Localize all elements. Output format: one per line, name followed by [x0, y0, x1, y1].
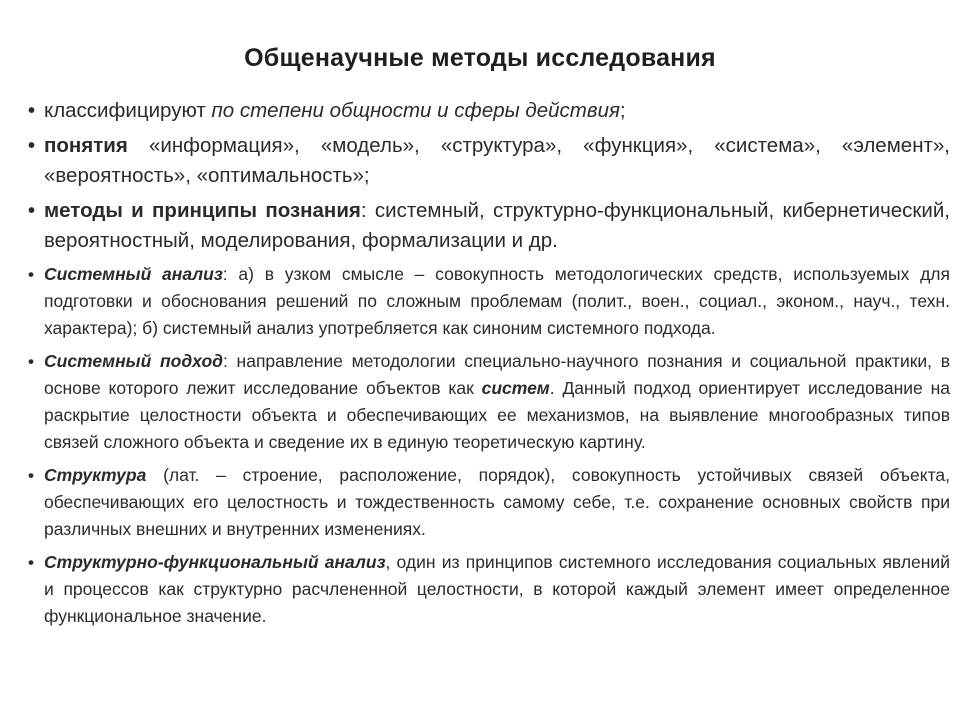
item-term: понятия [44, 134, 128, 157]
item-text: , один из принципов системного исследования социальных явлений и процессов как структурно расчлененной целостности, в которой каждый элемент имеет определенное функциональное значение. [44, 552, 950, 626]
bullet-icon: • [28, 265, 34, 284]
item-text: : а) в узком смысле – совокупность методологических средств, используемых для подготовки и обоснования решений по сложным проблемам (полит., воен., социал., эконом., науч., техн. характера); б) системный анализ употребляется как синоним системного подхода. [44, 264, 950, 338]
item-term: Структурно-функциональный анализ [44, 552, 386, 572]
item-text: : направление методологии специально-научного познания и социальной практики, в основе которого лежит исследование объектов как [44, 351, 951, 398]
item-emphasis: по степени общности и сферы действия [211, 99, 620, 122]
item-text: ; [619, 99, 626, 122]
bullet-icon: • [28, 135, 36, 157]
bullet-icon: • [28, 200, 36, 222]
list-item-structure [28, 462, 950, 543]
list-item-classification [28, 96, 950, 126]
item-term: Системный анализ [44, 264, 223, 284]
list-item-methods [28, 196, 950, 256]
item-emphasis: систем [481, 378, 550, 398]
item-text: (лат. – строение, расположение, порядок), совокупность устойчивых связей объекта, обеспечивающих его целостность и тождественность самому себе, т.е. сохранение основных свойств при различных внешних и внутренних изменениях. [44, 465, 950, 539]
item-text: «информация», «модель», «структура», «функция», «система», «элемент», «вероятность», «оптимальность»; [44, 134, 950, 187]
slide-title: Общенаучные методы исследования [244, 44, 716, 72]
list-item-concepts [28, 131, 950, 191]
item-text: . Данный подход ориентирует исследование на раскрытие целостности объекта и обеспечивающих ее механизмов, на выявление многообразных типов связей сложного объекта и сведение их в единую теоретическую картину. [44, 378, 951, 452]
bullet-icon: • [28, 553, 34, 572]
bullet-list [28, 96, 950, 636]
bullet-icon: • [28, 100, 36, 122]
list-item-system-approach [28, 348, 950, 456]
item-text: : системный, структурно-функциональный, кибернетический, вероятностный, моделирования, формализации и др. [44, 199, 950, 252]
item-term: методы и принципы познания [44, 199, 361, 222]
list-item-system-analysis [28, 261, 950, 342]
item-term: Системный подход [44, 351, 223, 371]
bullet-icon: • [28, 352, 34, 371]
item-term: Структура [44, 465, 147, 485]
item-text: классифицируют [44, 99, 212, 122]
list-item-structural-functional [28, 549, 950, 630]
bullet-icon: • [28, 466, 34, 485]
